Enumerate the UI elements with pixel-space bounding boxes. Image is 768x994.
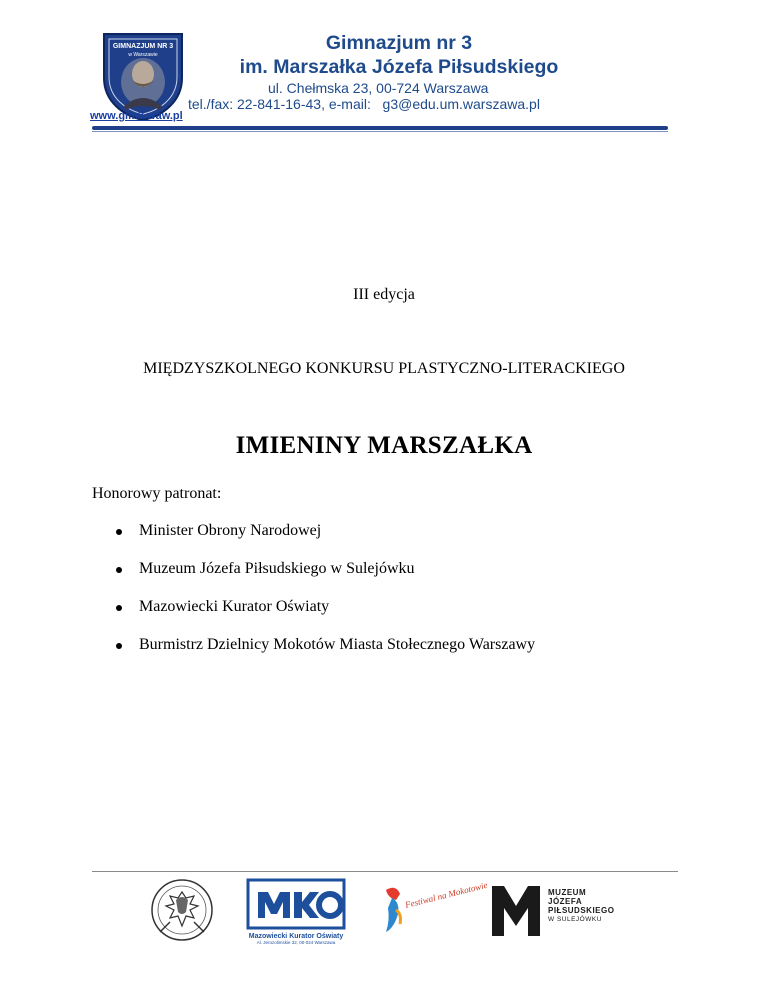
- school-name-line2: im. Marszałka Józefa Piłsudskiego: [239, 56, 559, 78]
- bullet-icon: [116, 605, 122, 611]
- patron-name: Mazowiecki Kurator Oświaty: [139, 598, 330, 615]
- patron-list: [110, 522, 535, 674]
- list-item: [110, 598, 535, 636]
- museum-m-icon: [490, 882, 542, 938]
- school-address: ul. Chełmska 23, 00-724 Warszawa: [268, 80, 489, 96]
- festival-text: Festiwal na Mokotowie: [404, 879, 489, 910]
- mko-mark-icon: [246, 878, 346, 930]
- list-item: [110, 560, 535, 598]
- bullet-icon: [116, 529, 122, 535]
- mko-address: Al. Jerozolimskie 32, 00-024 Warszawa: [256, 940, 336, 945]
- school-name-line1: Gimnazjum nr 3: [325, 32, 473, 54]
- bullet-icon: [116, 567, 122, 573]
- edition-label: III edycja: [353, 286, 415, 303]
- patron-name: Burmistrz Dzielnicy Mokotów Miasta Stołecznego Warszawy: [139, 636, 536, 653]
- museum-line4: W SULEJÓWKU: [548, 916, 602, 923]
- festival-mokotow-logo: [378, 879, 489, 936]
- header-divider: [92, 126, 668, 130]
- museum-line3: PIŁSUDSKIEGO: [548, 906, 615, 915]
- header-divider-thin: [92, 131, 668, 132]
- ministry-eagle-emblem-icon: [146, 872, 218, 944]
- mko-logo: [246, 878, 346, 952]
- logo-text-top: GIMNAZJUM NR 3: [112, 43, 174, 50]
- patronage-label: Honorowy patronat:: [92, 485, 222, 502]
- bullet-icon: [116, 643, 122, 649]
- list-item: [110, 636, 535, 674]
- mko-caption: Mazowiecki Kurator Oświaty: [248, 933, 344, 940]
- museum-line2: JÓZEFA: [548, 897, 583, 906]
- contest-type: MIĘDZYSZKOLNEGO KONKURSU PLASTYCZNO-LITERACKIEGO: [143, 360, 625, 377]
- museum-line1: MUZEUM: [548, 888, 587, 897]
- logo-text-sub: w Warszawie: [128, 52, 158, 58]
- museum-pilsudski-logo: [490, 882, 630, 940]
- page-title: IMIENINY MARSZAŁKA: [235, 432, 533, 459]
- patron-name: Minister Obrony Narodowej: [139, 522, 322, 539]
- school-contact: tel./fax: 22-841-16-43, e-mail: g3@edu.um.warszawa.pl: [188, 96, 540, 112]
- list-item: [110, 522, 535, 560]
- patron-name: Muzeum Józefa Piłsudskiego w Sulejówku: [139, 560, 415, 577]
- school-website-link[interactable]: www.gim3.waw.pl: [90, 110, 183, 122]
